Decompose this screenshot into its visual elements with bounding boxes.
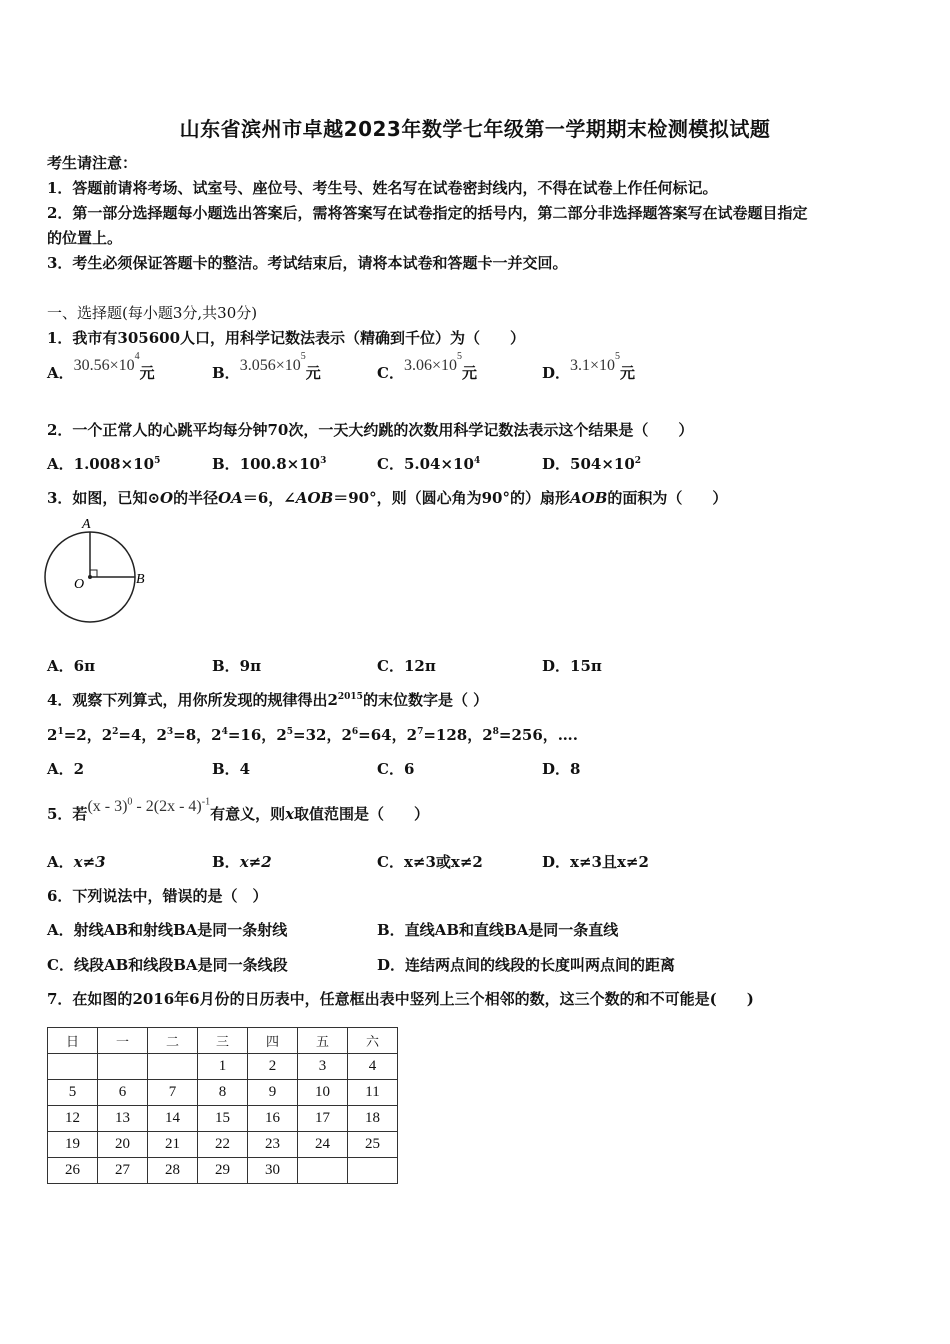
question-6-stem: 6．下列说法中，错误的是（ ）	[47, 887, 268, 905]
q2-option-b[interactable]	[212, 453, 326, 474]
label-a: A	[82, 517, 91, 532]
q3-option-a[interactable]: A．6π	[47, 657, 96, 675]
section-heading: 一、选择题(每小题3分,共30分)	[47, 304, 258, 322]
q2-option-a[interactable]	[47, 453, 160, 474]
calendar-cell: 26	[48, 1158, 98, 1184]
notice-item: 1．答题前请将考场、试室号、座位号、考生号、姓名写在试卷密封线内，不得在试卷上作任何标记。	[47, 179, 718, 197]
q6-option-b[interactable]: B．直线AB和直线BA是同一条直线	[377, 921, 619, 939]
q4-option-a[interactable]: A．2	[47, 760, 85, 778]
q1-option-c-label: C．	[377, 364, 404, 382]
q5-option-text: x≠2	[239, 853, 272, 871]
calendar-cell: 2	[248, 1054, 298, 1080]
q3-option-c[interactable]: C．12π	[377, 657, 436, 675]
seq-exp: 2	[112, 727, 119, 737]
q1-option-d[interactable]	[542, 350, 636, 383]
calendar-cell: 20	[98, 1132, 148, 1158]
q2-option-d-exp: 2	[634, 456, 642, 466]
q1-option-b-unit: 元	[305, 364, 321, 382]
circle-figure	[40, 512, 160, 627]
q2-option-c-base: 5.04×10	[403, 455, 474, 473]
question-1-stem: 1．我市有305600人口，用科学记数法表示（精确到千位）为（ ）	[47, 329, 526, 347]
calendar-cell: 3	[298, 1054, 348, 1080]
q1-option-c-unit: 元	[461, 364, 477, 382]
calendar-row	[48, 1054, 398, 1080]
q5-exp-a: 0	[127, 796, 133, 808]
calendar-cell: 7	[148, 1080, 198, 1106]
q2-option-d-label: D．	[542, 455, 571, 473]
notice-heading: 考生请注意：	[47, 154, 138, 172]
calendar-row	[48, 1106, 398, 1132]
q5-option-label: C．	[377, 853, 404, 871]
q5-variable: x	[285, 805, 295, 823]
q5-option-text: x≠3	[73, 853, 106, 871]
calendar-table	[47, 1027, 398, 1184]
q5-option-text: x≠3且x≠2	[570, 853, 649, 871]
q6-option-a[interactable]: A．射线AB和射线BA是同一条射线	[47, 921, 288, 939]
q1-option-a-unit: 元	[139, 364, 155, 382]
q3-stem-part: 3．如图，已知⊙	[47, 489, 161, 507]
q5-prefix: 5．若	[47, 805, 88, 823]
calendar-cell: 28	[148, 1158, 198, 1184]
q1-option-c[interactable]	[377, 350, 477, 383]
q1-option-d-unit: 元	[620, 364, 636, 382]
calendar-row	[48, 1080, 398, 1106]
calendar-cell: 5	[48, 1080, 98, 1106]
seq-exp: 8	[492, 727, 499, 737]
calendar-cell: 11	[348, 1080, 398, 1106]
seq-value: =256，….	[498, 726, 579, 744]
label-o: O	[74, 577, 85, 592]
seq-base: 2	[276, 726, 287, 744]
calendar-header-cell: 一	[98, 1028, 148, 1054]
q1-option-d-label: D．	[542, 364, 571, 382]
calendar-cell: 25	[348, 1132, 398, 1158]
q3-option-b[interactable]: B．9π	[212, 657, 262, 675]
q5-option-d[interactable]	[542, 851, 649, 872]
notice-item: 的位置上。	[47, 229, 123, 247]
calendar-cell	[348, 1158, 398, 1184]
q5-suffix: 取值范围是（ ）	[294, 805, 430, 823]
q1-option-c-base: 3.06×10	[403, 357, 457, 374]
calendar-cell: 29	[198, 1158, 248, 1184]
q6-option-c[interactable]: C．线段AB和线段BA是同一条线段	[47, 956, 288, 974]
q6-option-d[interactable]: D．连结两点间的线段的长度叫两点间的距离	[377, 956, 676, 974]
calendar-cell: 1	[198, 1054, 248, 1080]
q5-option-label: B．	[212, 853, 240, 871]
calendar-cell: 24	[298, 1132, 348, 1158]
calendar-cell: 15	[198, 1106, 248, 1132]
q5-option-label: D．	[542, 853, 571, 871]
calendar-cell: 19	[48, 1132, 98, 1158]
seq-exp: 6	[351, 727, 359, 737]
q2-option-b-base: 100.8×10	[239, 455, 321, 473]
seq-value: =128，	[423, 726, 483, 744]
seq-base: 2	[47, 726, 58, 744]
seq-exp: 7	[417, 727, 424, 737]
page-title: 山东省滨州市卓越2023年数学七年级第一学期期末检测模拟试题	[179, 117, 771, 141]
q1-option-a[interactable]	[47, 350, 155, 383]
q2-option-b-exp: 3	[320, 456, 327, 466]
q2-option-d[interactable]	[542, 453, 641, 474]
calendar-cell: 6	[98, 1080, 148, 1106]
calendar-header-cell: 三	[198, 1028, 248, 1054]
calendar-cell: 14	[148, 1106, 198, 1132]
q5-expr-a: (x - 3)	[87, 798, 128, 815]
calendar-cell: 21	[148, 1132, 198, 1158]
q3-option-d[interactable]: D．15π	[542, 657, 602, 675]
calendar-header-row	[48, 1028, 398, 1054]
calendar-cell	[98, 1054, 148, 1080]
q2-option-a-label: A．	[47, 455, 74, 473]
calendar-cell: 9	[248, 1080, 298, 1106]
q4-stem-part: 4．观察下列算式，用你所发现的规律得出2	[47, 691, 338, 709]
q1-option-c-exp: 5	[456, 350, 462, 362]
calendar-cell: 22	[198, 1132, 248, 1158]
q2-option-a-base: 1.008×10	[73, 455, 155, 473]
q3-stem-part: ＝90°，则（圆心角为90°的）扇形	[333, 489, 570, 507]
seq-exp: 4	[221, 727, 228, 737]
seq-exp: 5	[286, 727, 294, 737]
seq-base: 2	[156, 726, 167, 744]
q3-stem-part: 的面积为（ ）	[607, 489, 728, 507]
q1-option-d-exp: 5	[615, 350, 621, 362]
calendar-cell: 8	[198, 1080, 248, 1106]
q4-option-c[interactable]: C．6	[377, 760, 415, 778]
calendar-header-cell: 二	[148, 1028, 198, 1054]
calendar-header-cell: 日	[48, 1028, 98, 1054]
seq-base: 2	[341, 726, 352, 744]
calendar-cell	[48, 1054, 98, 1080]
notice-item: 2．第一部分选择题每小题选出答案后，需将答案写在试卷指定的括号内，第二部分非选择题答案写在试卷题目指定	[47, 204, 808, 222]
question-7-stem: 7．在如图的2016年6月份的日历表中，任意框出表中竖列上三个相邻的数，这三个数的和不可能是( )	[47, 990, 754, 1008]
q2-option-c[interactable]	[377, 453, 480, 474]
calendar-cell: 4	[348, 1054, 398, 1080]
q2-option-d-base: 504×10	[570, 455, 635, 473]
q1-option-a-base: 30.56×10	[73, 357, 135, 374]
q1-option-b-label: B．	[212, 364, 240, 382]
center-point	[88, 575, 92, 579]
seq-value: =16，	[227, 726, 277, 744]
q4-option-b[interactable]: B．4	[212, 760, 251, 778]
calendar-cell: 18	[348, 1106, 398, 1132]
q5-option-a[interactable]	[47, 851, 106, 872]
calendar-cell: 12	[48, 1106, 98, 1132]
q3-stem-part: 的半径	[173, 489, 219, 507]
q3-stem-aob: AOB	[295, 489, 334, 507]
q2-option-c-exp: 4	[473, 456, 481, 466]
q3-stem-oa: OA	[218, 489, 243, 507]
seq-exp: 3	[166, 727, 174, 737]
q5-exp-b: -1	[201, 796, 211, 808]
calendar-cell	[148, 1054, 198, 1080]
q5-option-text: x≠3或x≠2	[403, 853, 483, 871]
q4-stem-exp: 2015	[337, 692, 363, 702]
calendar-cell	[298, 1158, 348, 1184]
calendar-cell: 23	[248, 1132, 298, 1158]
q2-option-b-label: B．	[212, 455, 240, 473]
seq-value: =4，	[118, 726, 157, 744]
q1-option-a-label: A．	[47, 364, 74, 382]
seq-base: 2	[211, 726, 222, 744]
calendar-cell: 17	[298, 1106, 348, 1132]
calendar-cell: 30	[248, 1158, 298, 1184]
calendar-row	[48, 1132, 398, 1158]
q3-stem-o: O	[160, 489, 174, 507]
q4-stem-part: 的末位数字是（ ）	[362, 691, 489, 709]
calendar-cell: 16	[248, 1106, 298, 1132]
calendar-cell: 27	[98, 1158, 148, 1184]
q1-option-b-exp: 5	[300, 350, 306, 362]
calendar-cell: 13	[98, 1106, 148, 1132]
seq-base: 2	[101, 726, 113, 744]
q1-option-a-exp: 4	[134, 350, 140, 362]
q4-option-d[interactable]: D．8	[542, 760, 581, 778]
q1-option-d-base: 3.1×10	[570, 357, 616, 374]
seq-value: =32，	[293, 726, 342, 744]
q5-option-b[interactable]	[212, 851, 272, 872]
calendar-header-cell: 五	[298, 1028, 348, 1054]
calendar-cell: 10	[298, 1080, 348, 1106]
q5-option-c[interactable]	[377, 851, 483, 872]
q1-option-b-base: 3.056×10	[239, 357, 301, 374]
seq-value: =64，	[358, 726, 407, 744]
notice-item: 3．考生必须保证答题卡的整洁。考试结束后，请将本试卷和答题卡一并交回。	[47, 254, 568, 272]
seq-base: 2	[406, 726, 418, 744]
question-4-stem	[47, 689, 488, 710]
q3-stem-aob: AOB	[569, 489, 608, 507]
seq-value: =8，	[173, 726, 212, 744]
q5-suffix: 有意义，则	[210, 805, 286, 823]
question-2-stem: 2．一个正常人的心跳平均每分钟70次，一天大约跳的次数用科学记数法表示这个结果是（ ）	[47, 421, 694, 439]
seq-exp: 1	[57, 727, 64, 737]
q3-stem-part: ＝6，∠	[242, 489, 296, 507]
seq-base: 2	[482, 726, 493, 744]
label-b: B	[136, 572, 145, 587]
q5-expr-b: - 2(2x - 4)	[132, 798, 202, 815]
question-3-stem	[47, 487, 727, 508]
q4-sequence	[47, 724, 578, 745]
question-5-stem	[47, 795, 430, 823]
q5-option-label: A．	[47, 853, 74, 871]
q2-option-c-label: C．	[377, 455, 404, 473]
q1-option-b[interactable]	[212, 350, 321, 383]
calendar-row	[48, 1158, 398, 1184]
calendar-header-cell: 四	[248, 1028, 298, 1054]
calendar-header-cell: 六	[348, 1028, 398, 1054]
q2-option-a-exp: 5	[154, 456, 161, 466]
seq-value: =2，	[63, 726, 102, 744]
